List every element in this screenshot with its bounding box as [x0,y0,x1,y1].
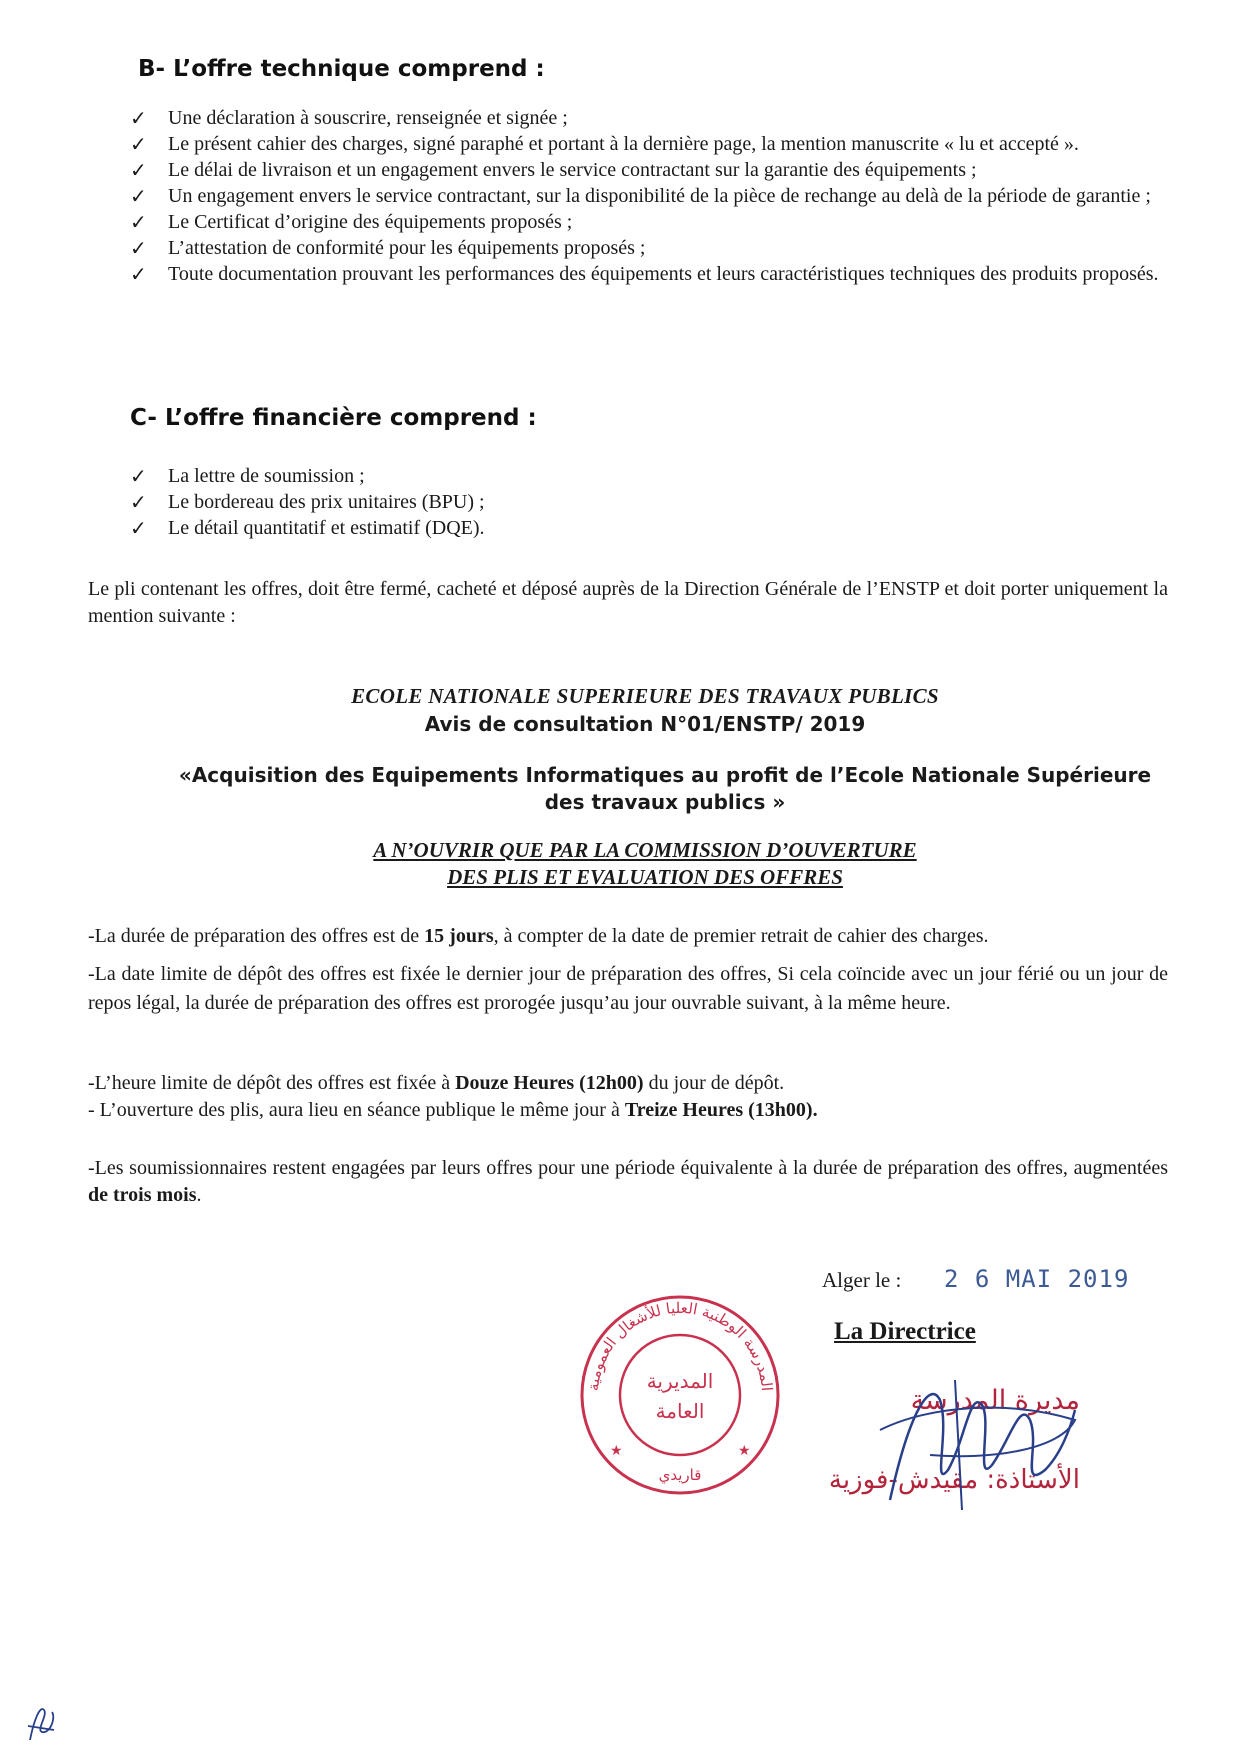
warning-line-1: A N’OUVRIR QUE PAR LA COMMISSION D’OUVERTURE [373,838,917,862]
section-c-title: C- L’offre financière comprend : [130,405,537,431]
director-signature [870,1350,1080,1520]
list-item: ✓ L’attestation de conformité pour les équipements proposés ; [130,236,646,260]
opening-paragraph: - L’ouverture des plis, aura lieu en séance publique le même jour à Treize Heures (13h00). [88,1099,818,1121]
list-item: ✓ Une déclaration à souscrire, renseignée et signée ; [130,106,568,130]
warning-line-2: DES PLIS ET EVALUATION DES OFFRES [447,865,843,889]
checkmark-icon: ✓ [130,516,147,540]
handwritten-name: الأستاذة: مقيدش-فوزية [828,1465,1080,1495]
checkmark-icon: ✓ [130,464,147,488]
list-item: ✓ La lettre de soumission ; [130,464,365,488]
seal-star-left-icon: ★ [610,1444,623,1459]
seal-inner-line-1: المديرية [646,1369,714,1393]
section-b-title: B- L’offre technique comprend : [138,56,545,82]
consultation-notice: Avis de consultation N°01/ENSTP/ 2019 [424,712,866,736]
deadline-paragraph: -La date limite de dépôt des offres est fixée le dernier jour de préparation des offres, Si cela coïncide avec un jour férié ou un jour de repos légal, la durée de préparation des offres est prorogée jusqu’au jour ouvrable suivant, à la même heure. [88,963,1168,1014]
list-item: ✓ Un engagement envers le service contractant, sur la disponibilité de la pièce de rechange au delà de la période de garantie ; [130,184,1151,208]
list-item: ✓ Toute documentation prouvant les performances des équipements et leurs caractéristiques techniques des produits proposés. [130,262,1159,286]
seal-bottom-text: قاريدي [658,1466,702,1484]
date-stamp: 2 6 MAI 2019 [944,1265,1130,1293]
section-c-list [130,464,1170,542]
project-line-1: «Acquisition des Equipements Informatiques au profit de l’Ecole Nationale Supérieure [178,763,1152,787]
section-b-list [130,106,1170,288]
official-seal [575,1290,785,1500]
handwritten-title: مديرة المدرسة [910,1385,1080,1416]
project-line-2: des travaux publics » [544,790,786,814]
checkmark-icon: ✓ [130,158,147,182]
validity-paragraph: -Les soumissionnaires restent engagées par leurs offres pour une période équivalente à la durée de préparation des offres, augmentées de trois mois. [88,1157,1168,1206]
school-name: ECOLE NATIONALE SUPERIEURE DES TRAVAUX PUBLICS [351,684,939,708]
seal-outer-text: المدرسة الوطنية العليا للأشغال العمومية [584,1298,776,1392]
checkmark-icon: ✓ [130,184,147,208]
place-date-label: Alger le : [822,1268,902,1292]
seal-inner-line-2: العامة [655,1399,705,1423]
list-item: ✓ Le bordereau des prix unitaires (BPU) ; [130,490,485,514]
duration-paragraph: -La durée de préparation des offres est de 15 jours, à compter de la date de premier retrait de cahier des charges. [88,925,989,947]
list-item: ✓ Le Certificat d’origine des équipements proposés ; [130,210,573,234]
checkmark-icon: ✓ [130,262,147,286]
list-item: ✓ Le délai de livraison et un engagement envers le service contractant sur la garantie des équipements ; [130,158,977,182]
seal-star-right-icon: ★ [738,1444,751,1459]
paraphe-initials [22,1700,62,1745]
checkmark-icon: ✓ [130,210,147,234]
list-item: ✓ Le présent cahier des charges, signé paraphé et portant à la dernière page, la mention manuscrite « lu et accepté ». [130,132,1079,156]
checkmark-icon: ✓ [130,106,147,130]
envelope-paragraph: Le pli contenant les offres, doit être fermé, cacheté et déposé auprès de la Direction Générale de l’ENSTP et doit porter uniquement la mention suivante : [88,578,1168,627]
checkmark-icon: ✓ [130,132,147,156]
checkmark-icon: ✓ [130,490,147,514]
checkmark-icon: ✓ [130,236,147,260]
hour-paragraph: -L’heure limite de dépôt des offres est fixée à Douze Heures (12h00) du jour de dépôt. [88,1072,785,1094]
signatory-title: La Directrice [834,1318,976,1345]
list-item: ✓ Le détail quantitatif et estimatif (DQE). [130,516,485,540]
